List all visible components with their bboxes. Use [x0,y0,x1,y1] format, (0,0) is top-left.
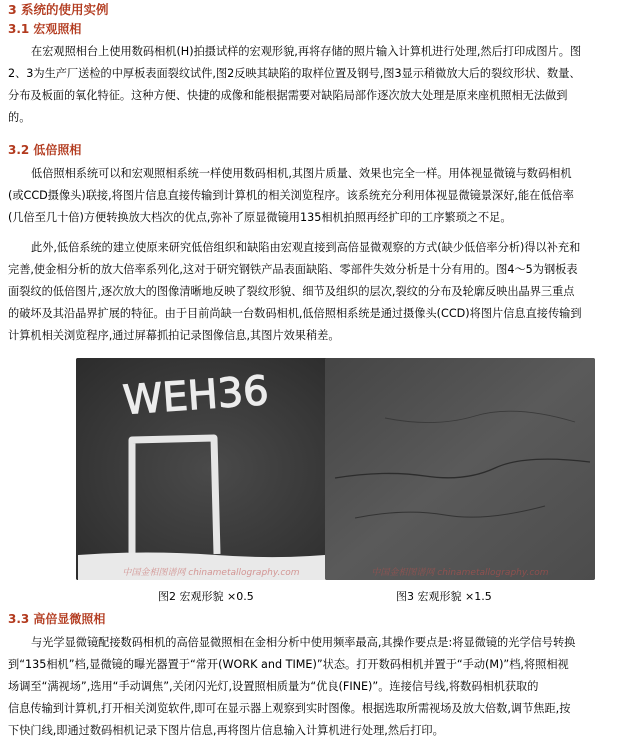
text-line: (或CCD摄像头)联接,将图片信息直接传输到计算机的相关浏览程序。该系统充分利用体视显微镜景深好,能在低倍率 [8,189,574,202]
text-line: 的破坏及其沿晶界扩展的特征。由于目前尚缺一台数码相机,低倍照相系统是通过摄像头(CCD)将图片信息直接传输到 [8,307,582,320]
text-line: 此外,低倍系统的建立使原来研究低倍组织和缺陷由宏观直接到高倍显微观察的方式(缺少低倍率分析)得以补充和 [31,241,581,254]
heading-macro-photography: 3.1 宏观照相 [8,22,82,36]
text-line: 信息传输到计算机,打开相关浏览软件,即可在显示器上观察到实时图像。根据选取所需视场及放大倍数,调节焦距,按 [8,702,571,715]
steel-plate-marking-image [76,358,346,580]
watermark: 中国金相图谱网 chinametallography.com [371,568,549,578]
plate-surface-crack-image [325,358,595,580]
heading-high-magnification: 3.3 高倍显微照相 [8,612,106,626]
paragraph-macro [8,41,628,129]
text-line: 计算机相关浏览程序,通过屏幕抓拍记录图像信息,其图片效果稍差。 [8,329,340,342]
text-line: 与光学显微镜配接数码相机的高倍显微照相在金相分析中使用频率最高,其操作要点是:将显微镜的光学信号转换 [31,636,576,649]
text-line: 分布及板面的氧化特征。这种方便、快捷的成像和能根据需要对缺陷局部作逐次放大处理是原来座机照相无法做到 [8,89,568,102]
figure-2-photo [76,358,346,580]
figure-3-photo [325,358,595,580]
text-line: 的。 [8,111,31,124]
paragraph-high-mag [8,632,628,742]
section-title: 3 系统的使用实例 [8,2,109,17]
figure-2-caption: 图2 宏观形貌 ×0.5 [158,590,254,603]
text-line: 场调至“满视场”,选用“手动调焦”,关闭闪光灯,设置照相质量为“优良(FINE)”。连接信号线,将数码相机获取的 [8,680,539,693]
watermark: 中国金相图谱网 chinametallography.com [122,568,300,578]
text-line: 完善,使金相分析的放大倍率系列化,这对于研究钢铁产品表面缺陷、零部件失效分析是十分有用的。图4～5为钢板表 [8,263,578,276]
text-line: 下快门线,即通过数码相机记录下图片信息,再将图片信息输入计算机进行处理,然后打印。 [8,724,444,737]
heading-low-magnification: 3.2 低倍照相 [8,143,82,157]
text-line: (几倍至几十倍)方便转换放大档次的优点,弥补了原显微镜用135相机拍照再经扩印的工序繁琐之不足。 [8,211,512,224]
steel-grade-marking: WEH36 [121,367,271,424]
figure-3-caption: 图3 宏观形貌 ×1.5 [396,590,492,603]
text-line: 在宏观照相台上使用数码相机(H)拍摄试样的宏观形貌,再将存储的照片输入计算机进行处理,然后打印成图片。图 [31,45,582,58]
text-line: 2、3为生产厂送检的中厚板表面裂纹试件,图2反映其缺陷的取样位置及钢号,图3显示稍微放大后的裂纹形状、数量、 [8,67,581,80]
paragraph-low-mag-1 [8,163,628,229]
text-line: 面裂纹的低倍图片,逐次放大的图像清晰地反映了裂纹形貌、细节及组织的层次,裂纹的分布及轮廓反映出晶界三重点 [8,285,575,298]
paragraph-low-mag-2 [8,237,628,347]
text-line: 到“135相机”档,显微镜的曝光器置于“常开(WORK and TIME)”状态。打开数码相机并置于“手动(M)”档,将照相视 [8,658,569,671]
text-line: 低倍照相系统可以和宏观照相系统一样使用数码相机,其图片质量、效果也完全一样。用体视显微镜与数码相机 [31,167,572,180]
